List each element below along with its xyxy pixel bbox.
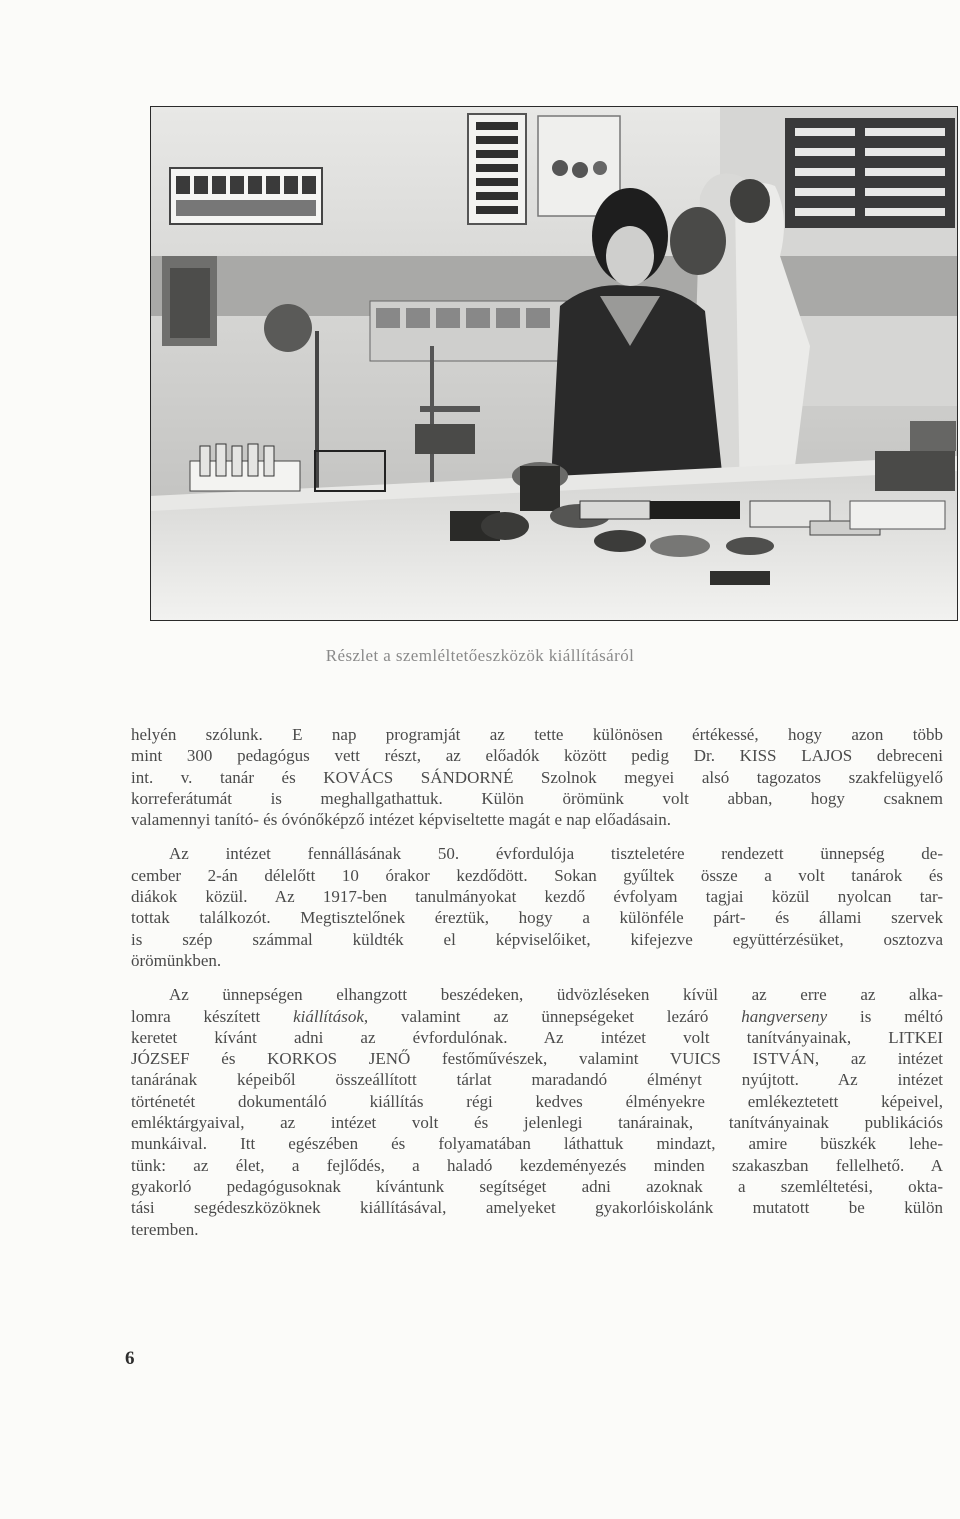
text-line: korreferátumát is meghallgathattuk. Külön örömünk volt abban, hogy csaknem xyxy=(131,788,943,808)
paragraph-gap xyxy=(131,971,943,984)
exhibition-photo xyxy=(150,106,958,621)
text-line: tünk: az élet, a fejlődés, a haladó kezdeményezés minden szakaszban fellelhető. A xyxy=(131,1155,943,1175)
photo-caption: Részlet a szemléltetőeszközök kiállításáról xyxy=(325,646,635,665)
text-line: munkáival. Itt egészében és folyamatában láthattuk mindazt, amire büszkék lehe- xyxy=(131,1134,943,1154)
text-line: tási segédeszközöknek kiállításával, amelyeket gyakorlóiskolánk mutatott be külön xyxy=(131,1198,943,1218)
text-line: történetét dokumentáló kiállítás régi kedves élményekre emlékeztetett képeivel, xyxy=(131,1091,943,1111)
text-line: keretet kívánt adni az évfordulónak. Az intézet volt tanítványainak, LITKEI xyxy=(131,1027,943,1047)
text-line: mint 300 pedagógus vett részt, az előadók között pedig Dr. KISS LAJOS debreceni xyxy=(131,746,943,766)
text-line: gyakorló pedagógusoknak kívántunk segítséget adni azoknak a szemléltetési, okta- xyxy=(131,1176,943,1196)
text-line: cember 2-án délelőtt 10 órakor kezdődött. Sokan gyűltek össze a volt tanárok és xyxy=(131,865,943,885)
text-line: JÓZSEF és KORKOS JENŐ festőművészek, valamint VUICS ISTVÁN, az intézet xyxy=(131,1049,943,1069)
text-line: emléktárgyaival, az intézet volt és jelenlegi tanárainak, tanítványainak publikációs xyxy=(131,1113,943,1133)
text-line: Az ünnepségen elhangzott beszédeken, üdvözléseken kívül az erre az alka- xyxy=(169,985,943,1005)
text-line: diákok közül. Az 1917-ben tanulmányokat kezdő évfolyam tagjai közül nyolcan tar- xyxy=(131,887,943,907)
exhibition-photo-illustration xyxy=(150,106,958,621)
text-line: helyén szólunk. E nap programját az tette különösen értékessé, hogy azon több xyxy=(131,725,943,744)
text-line: lomra készített kiállítások, valamint az ünnepségeket lezáró hangverseny is méltó xyxy=(131,1006,943,1026)
paragraph-gap xyxy=(131,830,943,843)
text-line: Az intézet fennállásának 50. évfordulója tiszteletére rendezett ünnepség de- xyxy=(169,844,943,864)
text-line: is szép számmal küldték el képviselőiket, kifejezve együttérzésüket, osztozva xyxy=(131,929,943,949)
text-line: tanárának képeiből összeállított tárlat maradandó élményt nyújtott. Az intézet xyxy=(131,1070,943,1090)
text-line: örömünkben. xyxy=(131,950,222,970)
text-line: int. v. tanár és KOVÁCS SÁNDORNÉ Szolnok megyei alsó tagozatos szakfelügyelő xyxy=(131,767,943,787)
text-line: tottak találkozót. Megtisztelőnek éreztük, hogy a különféle párt- és állami szervek xyxy=(131,908,943,928)
text-line: valamennyi tanító- és óvónőképző intézet képviseltette magát e nap előadásain. xyxy=(131,810,672,830)
page-number: 6 xyxy=(125,1348,135,1369)
text-line: teremben. xyxy=(131,1219,199,1239)
body-text xyxy=(131,724,943,1240)
